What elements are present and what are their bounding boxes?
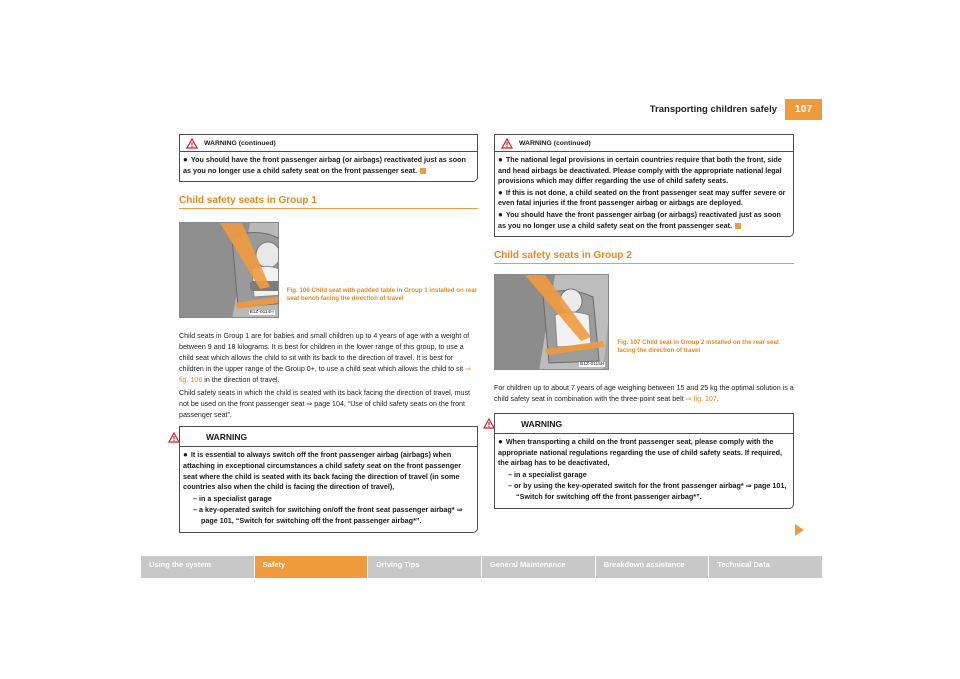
warning-continued-text: You should have the front passenger airbag (or airbags) reactivated just as soon as you no longer use a child safety seat on the front passenger seat. <box>183 155 466 175</box>
warning-triangle-icon <box>186 138 198 149</box>
warning-continued-header <box>495 135 793 152</box>
group2-body <box>494 383 794 405</box>
warning-bullet-2: If this is not done, a child seated on the front passenger seat may suffer severe or even fatal injuries if the front passenger airbag or airbags are deployed. <box>498 187 786 208</box>
warning-sub-item: – in a specialist garage <box>193 493 272 503</box>
child-seat-group2-illustration <box>495 275 609 370</box>
child-seat-group1-illustration <box>180 223 279 318</box>
bullet-icon: ● <box>498 187 503 197</box>
warning-header <box>495 414 793 434</box>
bullet-icon: ● <box>498 155 503 164</box>
left-column <box>179 134 478 533</box>
warning-box-group2 <box>494 413 794 509</box>
footer-tab-breakdown-assistance[interactable]: Breakdown assistance <box>596 556 710 578</box>
warning-header <box>180 427 477 447</box>
section-title-group1: Child safety seats in Group 1 <box>179 195 478 209</box>
warning-box-group1 <box>179 426 478 532</box>
page-header-title: Transporting children safely <box>649 104 777 115</box>
footer-tab-safety[interactable]: Safety <box>255 556 369 578</box>
figure-107-photo <box>494 274 609 370</box>
warning-continued-box <box>494 134 794 237</box>
figure-107 <box>494 274 794 370</box>
warning-continued-box <box>179 134 478 182</box>
group2-para-tail: . <box>716 395 719 404</box>
warning-bullet-3: You should have the front passenger airbag (or airbags) reactivated just as soon as you no longer use a child safety seat on the front passenger seat. <box>498 209 781 230</box>
bullet-icon: ● <box>183 450 188 460</box>
warning-continued-label: WARNING (continued) <box>204 140 276 147</box>
fig-106-link[interactable]: ⇒ fig. 106 <box>179 364 472 384</box>
warning-sub-item: – or by using the key-operated switch for the front passenger airbag* ⇒ page 101, “Switch for switching off the front passenger airbag*”. <box>508 481 787 501</box>
bullet-icon: ● <box>498 209 503 219</box>
figure-106 <box>179 222 478 318</box>
warning-label: WARNING <box>521 418 563 429</box>
warning-sub-item: – a key-operated switch for switching on/off the front seat passenger airbag* ⇒ page 101, “Switch for switching off the front passenger airbag*”. <box>193 505 463 525</box>
figure-code: B1Z-0115H <box>580 362 605 368</box>
group2-para-text: For children up to about 7 years of age weighing between 15 and 25 kg the optimal solution is a child safety seat in combination with the three-point seat belt <box>494 384 794 404</box>
warning-text: It is essential to always switch off the front passenger airbag (airbags) when attaching in exceptional circumstances a child safety seat on the front passenger seat where the child is seated with its back facing the direction of travel (in some countries also when the child is facing the direction of travel), <box>183 450 461 492</box>
warning-label: WARNING <box>206 432 248 443</box>
end-of-section-icon <box>420 168 426 174</box>
footer-tab-driving-tips[interactable]: Driving Tips <box>368 556 482 578</box>
group1-para2: Child safety seats in which the child is seated with its back facing the direction of travel, must not be used on the front passenger seat ⇒ page 104, “Use of child safety seats on the front passenger seat”. <box>179 388 470 419</box>
warning-continued-header <box>180 135 477 152</box>
footer-tab-technical-data[interactable]: Technical Data <box>709 556 822 578</box>
header-rule <box>785 119 822 120</box>
page-number: 107 <box>785 99 822 119</box>
footer-tab-using-the-system[interactable]: Using the system <box>141 556 255 578</box>
warning-text: When transporting a child on the front passenger seat, please comply with the appropriate national regulations regarding the use of child safety seats. If required, the airbag has to be deactivated, <box>498 436 782 468</box>
warning-sub-item: – in a specialist garage <box>508 469 587 479</box>
next-page-arrow-icon[interactable] <box>795 524 804 536</box>
section-title-group2: Child safety seats in Group 2 <box>494 250 794 264</box>
group1-para1-tail: in the direction of travel. <box>202 375 280 384</box>
bullet-icon: ● <box>498 436 503 446</box>
warning-continued-label: WARNING (continued) <box>519 140 591 147</box>
figure-106-photo <box>179 222 279 318</box>
group1-para1-text: Child seats in Group 1 are for babies and small children up to 4 years of age with a weight of between 9 and 18 kilograms. It is best for children in the lower range of this group, to use a child seat which allows the child to sit with its back to the direction of travel. It is best for children in the upper range of the Group 0+, to use a child seat which allows the child to sit <box>179 332 470 373</box>
warning-triangle-icon <box>483 418 495 429</box>
group1-body <box>179 331 478 420</box>
right-column <box>494 134 794 509</box>
figure-106-caption: Fig. 106 Child seat with padded table in Group 1 installed on rear seat bench facing the direction of travel <box>286 287 478 302</box>
warning-bullet-1: The national legal provisions in certain countries require that both the front, side and head airbags be deactivated. Please comply with the appropriate national legal provisions which may differ regarding the use of child safety seats. <box>498 155 782 186</box>
bullet-icon: ● <box>183 155 188 164</box>
figure-107-caption: Fig. 107 Child seat in Group 2 installed on the rear seat facing the direction of travel <box>617 338 779 354</box>
end-of-section-icon <box>735 223 741 229</box>
figure-code: B1Z-0114H <box>249 310 274 316</box>
fig-107-link[interactable]: ⇒ fig. 107 <box>685 395 717 404</box>
footer-nav <box>141 556 822 578</box>
warning-triangle-icon <box>168 432 180 443</box>
warning-triangle-icon <box>501 138 513 149</box>
footer-tab-general-maintenance[interactable]: General Maintenance <box>482 556 596 578</box>
